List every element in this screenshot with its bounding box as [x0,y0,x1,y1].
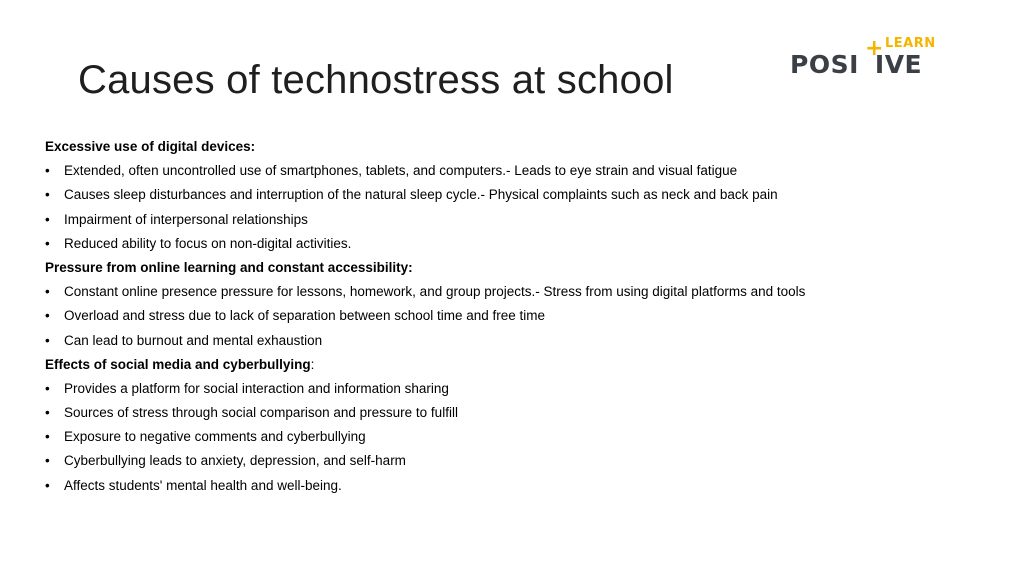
list-item: • Exposure to negative comments and cyberbullying [45,425,995,449]
list-item: • Constant online presence pressure for lessons, homework, and group projects.- Stress from using digital platforms and tools [45,280,995,304]
bullet-icon: • [45,477,50,493]
logo-wordmark [790,50,922,79]
list-item: • Extended, often uncontrolled use of smartphones, tablets, and computers.- Leads to eye strain and visual fatigue [45,159,995,183]
list-item: • Causes sleep disturbances and interruption of the natural sleep cycle.- Physical complaints such as neck and back pain [45,183,995,207]
slide-title: Causes of technostress at school [78,58,674,102]
positive-learn-logo [790,36,942,84]
slide-body [45,135,995,498]
list-item: • Provides a platform for social interaction and information sharing [45,377,995,401]
bullet-icon: • [45,453,50,469]
list-item: • Affects students' mental health and well-being. [45,474,995,498]
list-item: • Can lead to burnout and mental exhaustion [45,329,995,353]
list-item: • Overload and stress due to lack of separation between school time and free time [45,304,995,328]
list-item: • Sources of stress through social comparison and pressure to fulfill [45,401,995,425]
section-heading: Pressure from online learning and constant accessibility: [45,259,413,275]
section-heading: Excessive use of digital devices: [45,139,256,154]
bullet-icon: • [45,380,50,396]
logo-learn-text: LEARN [885,36,936,51]
bullet-icon: • [45,211,50,227]
bullet-icon: • [45,284,50,300]
logo-word-right: IVE [874,50,923,79]
bullet-icon: • [45,187,50,203]
list-item: • Reduced ability to focus on non-digital activities. [45,232,995,256]
bullet-icon: • [45,332,50,348]
bullet-icon: • [45,429,50,445]
list-item: • Cyberbullying leads to anxiety, depression, and self-harm [45,449,995,473]
bullet-icon: • [45,308,50,324]
bullet-icon: • [45,405,50,421]
logo-plus: + [865,36,884,61]
bullet-icon: • [45,163,50,179]
list-item: • Impairment of interpersonal relationships [45,208,995,232]
section-heading: Effects of social media and cyberbullying: [45,356,315,372]
bullet-icon: • [45,235,50,251]
logo-word-left: POSI [790,50,859,79]
